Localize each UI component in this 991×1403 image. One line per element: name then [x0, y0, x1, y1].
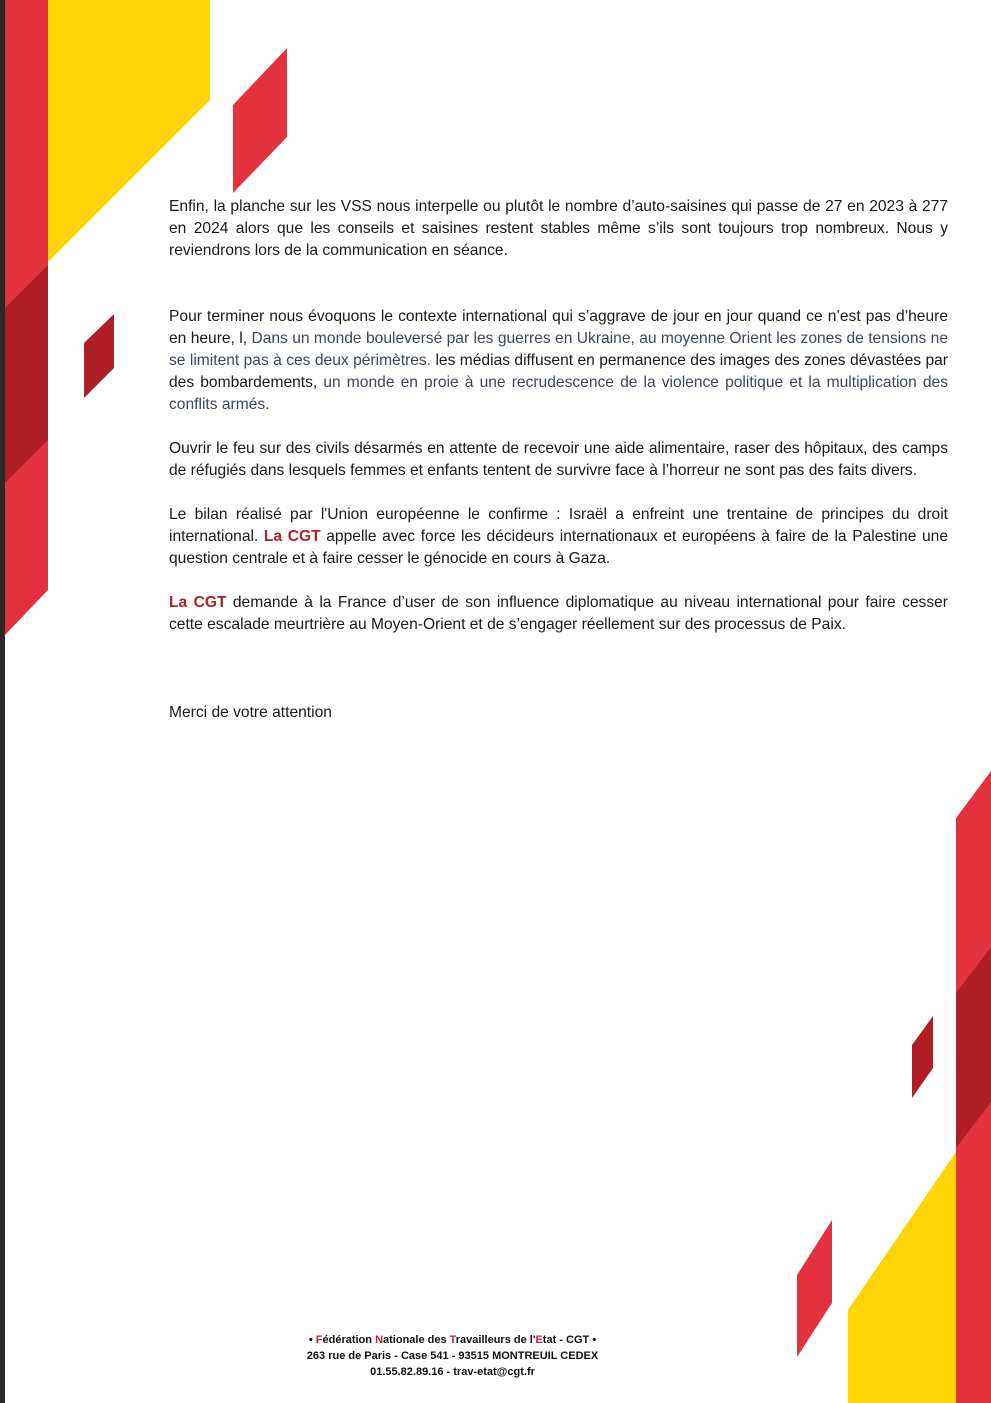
paragraph-france-demand [169, 592, 948, 636]
paragraph-civilians: Ouvrir le feu sur des civils désarmés en attente de recevoir une aide alimentaire, raser des hôpitaux, des camps de réfugiés dans lesquels femmes et enfants tentent de survivre face à l’horreur ne sont pas des faits divers. [169, 440, 948, 479]
france-demand-text: demande à la France d’user de son influence diplomatique au niveau international pour faire cesser cette escalade meurtrière au Moyen-Orient et de s’engager réellement sur des processus de Paix. [169, 594, 948, 633]
footer-org-part: ationale des [383, 1334, 450, 1346]
footer-initial-n: N [375, 1334, 384, 1346]
footer-org-part: édération [322, 1334, 376, 1346]
decor-red-slash-top [233, 48, 287, 193]
cgt-label: La CGT [169, 594, 227, 611]
footer-organization [200, 1332, 705, 1348]
context-intro: Pour terminer nous évoquons le contexte international qui s’aggrave de jour en jour quand ce n’est pas d’heure en heure, l, [169, 308, 948, 347]
paragraph-international-context [169, 306, 948, 416]
context-violence: un monde en proie à une recrudescence de la violence politique et la multiplication des conflits armés. [169, 374, 948, 413]
footer-bullet-left: • [308, 1334, 313, 1346]
letter-body [169, 196, 948, 724]
footer-initial-t: T [449, 1334, 456, 1346]
decor-darkred-slash-right [912, 1016, 933, 1098]
paragraph-eu-report [169, 504, 948, 570]
decor-red-slash-bottom [797, 1220, 832, 1357]
context-media: les médias diffusent en permanence des images des zones dévastées par des bombardements, [169, 352, 948, 391]
eu-report-call: appelle avec force les décideurs internationaux et européens à faire de la Palestine une question centrale et à faire cesser le génocide en cours à Gaza. [169, 528, 948, 567]
footer-initial-e: E [535, 1334, 543, 1346]
decor-darkred-slash-left [84, 314, 114, 398]
cgt-label: La CGT [263, 528, 321, 545]
footer-bullet-right: • [592, 1334, 597, 1346]
eu-report-text: Le bilan réalisé par l'Union européenne le confirme : Israël a enfreint une trentaine de principes du droit international. [169, 506, 948, 545]
closing-line: Merci de votre attention [169, 704, 332, 721]
context-world-wars: Dans un monde bouleversé par les guerres en Ukraine, au moyenne Orient les zones de tensions ne se limitent pas à ces deux périmètres. [169, 330, 949, 369]
decor-yellow-bottom-right [848, 1152, 956, 1403]
footer-contact: 01.55.82.89.16 - trav-etat@cgt.fr [370, 1366, 535, 1378]
footer-initial-f: F [315, 1334, 323, 1346]
footer-org-part: ravailleurs de l' [455, 1334, 536, 1346]
footer-address: 263 rue de Paris - Case 541 - 93515 MONTREUIL CEDEX [306, 1350, 599, 1362]
footer [200, 1332, 705, 1380]
paragraph-vss: Enfin, la planche sur les VSS nous interpelle ou plutôt le nombre d’auto-saisines qui passe de 27 en 2023 à 277 en 2024 alors que les conseils et saisines restent stables même s’ils sont toujours trop nombreux. Nous y reviendrons lors de la communication en séance. [169, 198, 948, 259]
footer-org-part: tat - CGT [542, 1334, 590, 1346]
